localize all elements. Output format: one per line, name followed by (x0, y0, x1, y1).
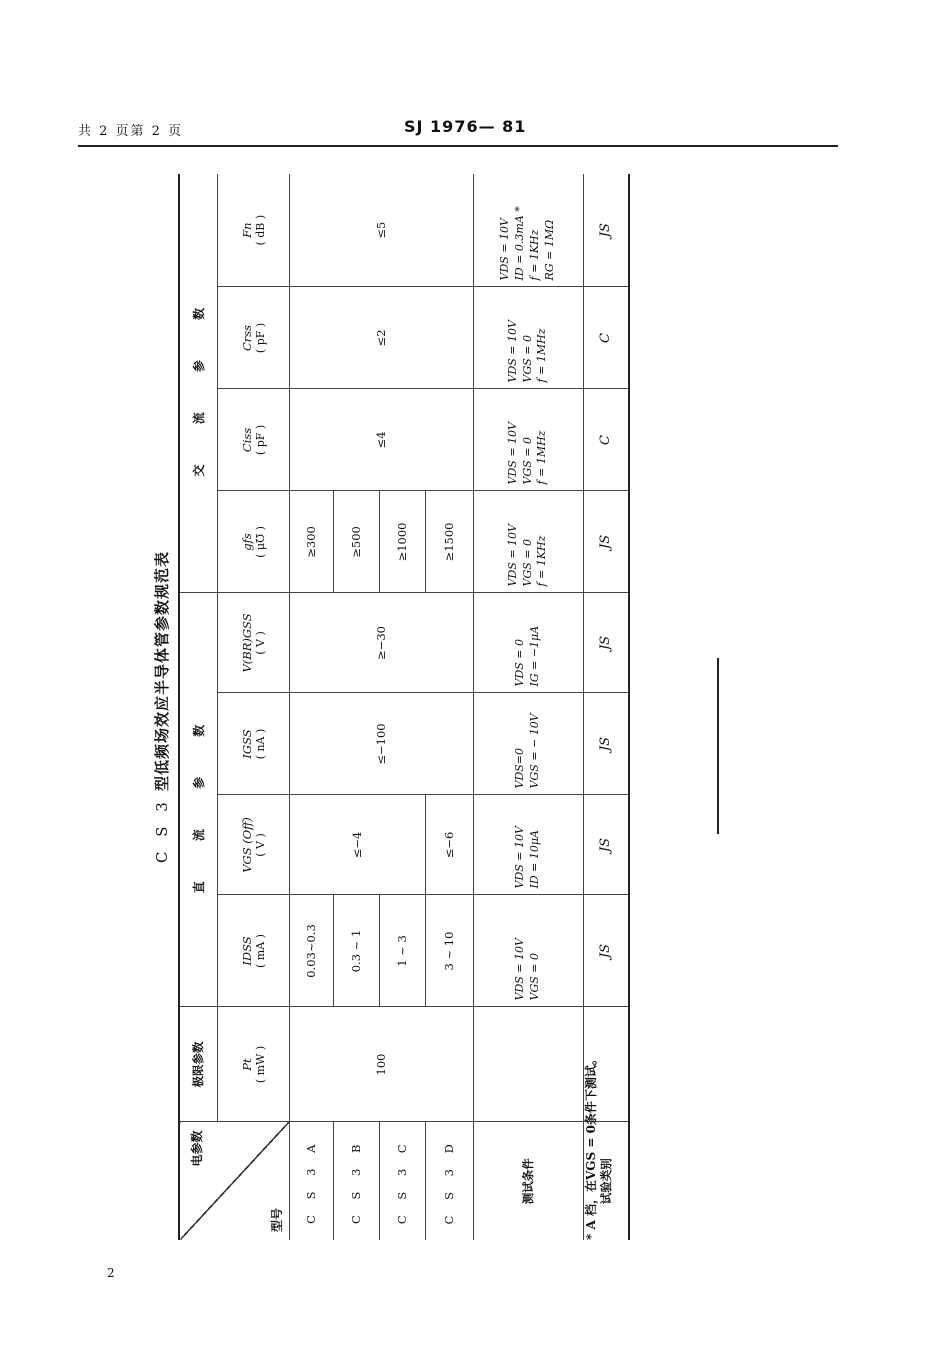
page-count-label: 共 2 页第 2 页 (78, 124, 184, 139)
col-idss: IDSS ( mA ) (217, 895, 289, 1007)
class-ciss: C (583, 389, 629, 491)
vgsoff-abc: ≤−4 (289, 795, 425, 895)
gfs-a: ≥300 (289, 491, 333, 593)
col-ciss: Ciss ( pF ) (217, 389, 289, 491)
igss-value: ≤−100 (289, 693, 473, 795)
class-fn: JS (583, 174, 629, 287)
class-label: 试验类别 (583, 1122, 629, 1240)
caption-title: 型低频场效应半导体管参数规范表 (153, 550, 171, 791)
cond-pt (473, 1007, 583, 1122)
gfs-c: ≥1000 (379, 491, 425, 593)
class-idss: JS (583, 895, 629, 1007)
crss-value: ≤2 (289, 287, 473, 389)
gfs-b: ≥500 (333, 491, 379, 593)
cond-vbrgss: VDS = 0 IG = −1μA (473, 593, 583, 693)
model-c: C S 3 C (379, 1122, 425, 1240)
group-ac: 交 流 参 数 (179, 174, 217, 593)
group-limit: 极限参数 (179, 1007, 217, 1122)
margin-rule (717, 658, 719, 834)
corner-cell (179, 1122, 289, 1240)
cond-fn: VDS = 10V ID = 0.3mA * f = 1KHz RG = 1MΩ (473, 174, 583, 287)
col-vgsoff: VGS (Off) ( V ) (217, 795, 289, 895)
model-d: C S 3 D (425, 1122, 473, 1240)
cond-idss: VDS = 10V VGS = 0 (473, 895, 583, 1007)
class-vbrgss: JS (583, 593, 629, 693)
col-crss: Crss ( pF ) (217, 287, 289, 389)
col-vbrgss: V(BR)GSS ( V ) (217, 593, 289, 693)
footnote: * A 档，在VGS = 0条件下测试。 (584, 1053, 598, 1240)
idss-d: 3 ~ 10 (425, 895, 473, 1007)
rotated-table-block (142, 174, 614, 1240)
col-pt: Pt ( mW ) (217, 1007, 289, 1122)
ciss-value: ≤4 (289, 389, 473, 491)
cond-ciss: VDS = 10V VGS = 0 f = 1MHz (473, 389, 583, 491)
class-gfs: JS (583, 491, 629, 593)
gfs-d: ≥1500 (425, 491, 473, 593)
class-crss: C (583, 287, 629, 389)
parameter-table (178, 174, 630, 1240)
col-gfs: gfs ( μ℧ ) (217, 491, 289, 593)
page-number: 2 (107, 1266, 115, 1280)
group-dc: 直 流 参 数 (179, 593, 217, 1007)
fn-value: ≤5 (289, 174, 473, 287)
vgsoff-d: ≤−6 (425, 795, 473, 895)
corner-model-label: 型号 (269, 1207, 284, 1232)
idss-c: 1 ~ 3 (379, 895, 425, 1007)
model-b: C S 3 B (333, 1122, 379, 1240)
vbrgss-value: ≥−30 (289, 593, 473, 693)
col-fn: Fn ( dB ) (217, 174, 289, 287)
corner-param-label: 电参数 (190, 1130, 204, 1167)
idss-a: 0.03~0.3 (289, 895, 333, 1007)
cond-igss: VDS=0 VGS = − 10V (473, 693, 583, 795)
class-igss: JS (583, 693, 629, 795)
table-caption (142, 174, 182, 1240)
class-vgsoff: JS (583, 795, 629, 895)
model-a: C S 3 A (289, 1122, 333, 1240)
pt-value: 100 (289, 1007, 473, 1122)
idss-b: 0.3 ~ 1 (333, 895, 379, 1007)
header-rule (78, 145, 838, 147)
cond-gfs: VDS = 10V VGS = 0 f = 1KHz (473, 491, 583, 593)
col-igss: IGSS ( nA ) (217, 693, 289, 795)
standard-number: SJ 1976— 81 (404, 117, 527, 136)
cond-crss: VDS = 10V VGS = 0 f = 1MHz (473, 287, 583, 389)
conditions-label: 测试条件 (473, 1122, 583, 1240)
caption-prefix: C S 3 (153, 797, 171, 864)
cond-vgsoff: VDS = 10V ID = 10μA (473, 795, 583, 895)
